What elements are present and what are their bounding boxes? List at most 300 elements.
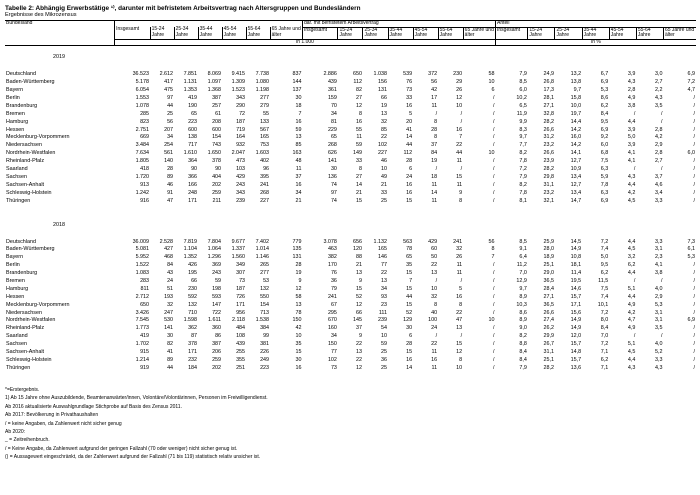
value-cell: 48 (295, 158, 302, 165)
value-cell: / (460, 118, 463, 125)
value-cell: 15,7 (570, 341, 582, 348)
value-cell: 11 (456, 181, 463, 188)
empty-cell (150, 218, 174, 228)
value-cell: 3,0 (654, 71, 663, 78)
value-cell: 36 (330, 277, 337, 284)
value-cell: 2,7 (654, 79, 663, 86)
value-cell: 743 (212, 142, 222, 149)
value-cell: 36.009 (132, 238, 150, 245)
value-cell: 81 (330, 118, 337, 125)
value-cell: 131 (292, 254, 302, 261)
value-cell: 268 (327, 142, 337, 149)
value-cell: 1.064 (207, 246, 222, 253)
value-cell: 8.069 (207, 71, 222, 78)
value-cell: / (493, 181, 495, 188)
value-cell: 1.523 (231, 87, 246, 94)
value-cell: 66 (191, 277, 198, 284)
value-cell: 3,3 (654, 197, 663, 204)
table-row (5, 141, 696, 149)
year-row (5, 218, 696, 228)
value-cell: 90 (215, 166, 222, 173)
value-cell: 112 (403, 150, 413, 157)
state-name: Berlin (6, 95, 20, 102)
value-cell: 669 (140, 134, 150, 141)
footnote-line: 1) Ab 15 Jahre ohne Auszubildende, Beamtenanwärter/innen, Volontäre/Volontärinnen, Personen im Freiwilligendienst. (5, 395, 268, 402)
value-cell: 14,1 (570, 150, 582, 157)
value-cell: 11,5 (598, 277, 609, 284)
value-cell: 14 (406, 134, 413, 141)
value-cell: / (693, 309, 695, 316)
value-cell: 154 (260, 301, 270, 308)
value-cell: 141 (164, 325, 174, 332)
value-cell: 1.014 (255, 246, 270, 253)
value-cell: 103 (236, 166, 246, 173)
value-cell: 77 (330, 348, 337, 355)
value-cell: 670 (327, 317, 337, 324)
value-cell: 626 (327, 150, 337, 157)
value-cell: 73 (406, 87, 413, 94)
state-name: Niedersachsen (6, 309, 42, 316)
state-name: Hessen (6, 293, 25, 300)
value-cell: 387 (212, 95, 222, 102)
value-cell: 13,6 (570, 364, 582, 371)
value-cell: 25,1 (543, 356, 554, 363)
value-cell: 7.738 (255, 71, 270, 78)
value-cell: 23 (381, 301, 388, 308)
state-name: Baden-Württemberg (6, 246, 55, 253)
value-cell: 11 (431, 102, 438, 109)
value-cell: 9,7 (519, 134, 527, 141)
value-cell: / (693, 341, 695, 348)
value-cell: 25 (381, 348, 388, 355)
value-cell: 129 (403, 317, 413, 324)
value-cell: 36 (381, 356, 388, 363)
value-cell: 290 (236, 102, 246, 109)
value-cell: 372 (428, 71, 438, 78)
value-cell: 7,8 (600, 181, 609, 188)
value-cell: 2,9 (654, 293, 663, 300)
value-cell: 26 (456, 254, 463, 261)
header-age-col: 45-54 Jahre (222, 27, 246, 39)
value-cell: 23,2 (543, 142, 554, 149)
value-cell: 484 (236, 325, 246, 332)
value-cell: 239 (378, 317, 388, 324)
value-cell: 70 (330, 102, 337, 109)
value-cell: 12 (456, 348, 463, 355)
header-age-col: 45-54 Jahre (413, 27, 438, 39)
value-cell: 30 (295, 356, 302, 363)
value-cell: 239 (236, 197, 246, 204)
table-row (5, 101, 696, 109)
value-cell: 13 (295, 301, 302, 308)
value-cell: 50 (431, 254, 438, 261)
value-cell: 4,4 (627, 293, 636, 300)
empty-cell (222, 218, 246, 228)
state-name: Deutschland (6, 71, 36, 78)
value-cell: 27,1 (543, 293, 554, 300)
value-cell: / (693, 348, 695, 355)
table-row (5, 180, 696, 188)
value-cell: / (493, 102, 495, 109)
value-cell: 343 (236, 189, 246, 196)
value-cell: 6.054 (135, 87, 150, 94)
value-cell: 6 (409, 166, 413, 173)
value-cell: 26,6 (543, 309, 554, 316)
value-cell: 28,4 (543, 285, 554, 292)
state-name: Thüringen (6, 197, 31, 204)
table-row (5, 292, 696, 300)
value-cell: / (633, 166, 636, 173)
value-cell: 656 (352, 238, 362, 245)
value-cell: 12,9 (516, 277, 527, 284)
value-cell: 15,7 (570, 293, 582, 300)
value-cell: 8,2 (519, 150, 527, 157)
value-cell: 33 (355, 158, 362, 165)
value-cell: 12 (295, 285, 302, 292)
value-cell: 2,9 (654, 142, 663, 149)
value-cell: 25 (381, 197, 388, 204)
empty-cell (496, 51, 528, 61)
value-cell: 208 (212, 118, 222, 125)
value-cell: 165 (260, 134, 270, 141)
value-cell: 362 (188, 325, 198, 332)
value-cell: 44 (456, 150, 463, 157)
value-cell: 1.214 (135, 356, 150, 363)
value-cell: 9,9 (519, 118, 527, 125)
value-cell: 4,3 (627, 79, 636, 86)
value-cell: 22 (355, 356, 362, 363)
value-cell: 100 (428, 317, 438, 324)
value-cell: 13 (355, 348, 362, 355)
value-cell: 27 (355, 173, 362, 180)
value-cell: 22 (431, 262, 438, 269)
value-cell: 4,5 (627, 246, 636, 253)
state-name: Deutschland (6, 238, 36, 245)
value-cell: 1.198 (255, 87, 270, 94)
value-cell: 89 (167, 173, 174, 180)
value-cell: 195 (188, 270, 198, 277)
value-cell: 7,2 (600, 238, 609, 245)
value-cell: 10 (456, 364, 463, 371)
value-cell: 7,1 (600, 364, 609, 371)
value-cell: 171 (236, 301, 246, 308)
value-cell: 259 (212, 189, 222, 196)
value-cell: / (693, 262, 695, 269)
value-cell: 4,4 (627, 356, 636, 363)
value-cell: 22 (381, 270, 388, 277)
value-cell: 10 (381, 166, 388, 173)
value-cell: 36,5 (543, 277, 554, 284)
value-cell: 4,4 (627, 181, 636, 188)
value-cell: 2.612 (159, 71, 174, 78)
value-cell: 3.078 (323, 238, 337, 245)
footnote-line: / = Keine Angabe, da Zahlenwert aufgrund der geringen Fallzahl (70 oder weniger) nicht sicher genug ist. (5, 445, 238, 452)
value-cell: 23,9 (543, 158, 554, 165)
value-cell: 3,1 (654, 246, 663, 253)
value-cell: 145 (352, 317, 362, 324)
value-cell: 1.104 (183, 246, 198, 253)
value-cell: 7,9 (519, 364, 527, 371)
value-cell: / (660, 333, 663, 340)
value-cell: / (660, 277, 663, 284)
value-cell: 16 (431, 356, 438, 363)
value-cell: 10 (456, 102, 463, 109)
value-cell: 916 (140, 197, 150, 204)
value-cell: 8,4 (600, 110, 609, 117)
table-row (5, 196, 696, 204)
value-cell: / (460, 166, 463, 173)
value-cell: 1.650 (207, 150, 222, 157)
value-cell: 30 (406, 325, 413, 332)
value-cell: 8,2 (519, 181, 527, 188)
value-cell: 26,6 (543, 126, 554, 133)
value-cell: 72 (239, 110, 246, 117)
value-cell: / (493, 197, 495, 204)
value-cell: 364 (188, 158, 198, 165)
value-cell: 52 (355, 293, 362, 300)
value-cell: 10 (381, 333, 388, 340)
state-name: Brandenburg (6, 102, 38, 109)
value-cell: 1.296 (207, 254, 222, 261)
value-cell: 279 (260, 102, 270, 109)
header-age-col: 25-34 Jahre (555, 27, 582, 39)
value-cell: 108 (236, 333, 246, 340)
value-cell: 4,2 (627, 189, 636, 196)
value-cell: 65 (191, 110, 198, 117)
value-cell: 7,5 (600, 285, 609, 292)
table-row (5, 94, 696, 102)
value-cell: 530 (164, 317, 174, 324)
value-cell: 15 (406, 270, 413, 277)
value-cell: 8 (491, 246, 495, 253)
value-cell: 11 (456, 158, 463, 165)
value-cell: 154 (212, 134, 222, 141)
empty-cell (246, 218, 270, 228)
value-cell: 4,3 (654, 364, 663, 371)
value-cell: 37 (431, 142, 438, 149)
value-cell: 475 (164, 87, 174, 94)
value-cell: 9,5 (600, 118, 609, 125)
empty-cell (663, 218, 696, 228)
value-cell: 2.886 (323, 71, 337, 78)
value-cell: 2,8 (627, 87, 636, 94)
value-cell: 2,8 (654, 126, 663, 133)
value-cell: 710 (188, 309, 198, 316)
value-cell: 44 (167, 364, 174, 371)
table-row (5, 70, 696, 78)
value-cell: 343 (236, 95, 246, 102)
value-cell: 12,0 (570, 333, 582, 340)
value-cell: 439 (327, 79, 337, 86)
value-cell: 51 (167, 285, 174, 292)
value-cell: 30 (167, 333, 174, 340)
value-cell: 14,2 (570, 142, 582, 149)
value-cell: 11 (295, 166, 302, 173)
value-cell: 7.819 (183, 238, 198, 245)
header-age-col: 35-44 Jahre (388, 27, 413, 39)
value-cell: 11 (456, 262, 463, 269)
footnote-line: Ab 2017: Bevölkerung in Privathaushalten (5, 412, 99, 419)
value-cell: 47 (456, 317, 463, 324)
header-age-col: 55-64 Jahre (636, 27, 663, 39)
value-cell: 17 (431, 95, 438, 102)
value-cell: 77 (381, 262, 388, 269)
value-cell: 19 (431, 158, 438, 165)
value-cell: 6,7 (600, 71, 609, 78)
value-cell: / (493, 277, 495, 284)
value-cell: 37 (295, 173, 302, 180)
value-cell: 7 (459, 134, 463, 141)
value-cell: 1.038 (373, 71, 388, 78)
value-cell: 56 (167, 118, 174, 125)
value-cell: 11,9 (516, 110, 527, 117)
value-cell: 5,3 (687, 254, 695, 261)
value-cell: 223 (260, 364, 270, 371)
year-label: 2019 (53, 54, 65, 61)
value-cell: 76 (330, 270, 337, 277)
value-cell: 283 (140, 277, 150, 284)
value-cell: 4,2 (627, 309, 636, 316)
empty-cell (496, 218, 528, 228)
header-age-col: 35-44 Jahre (582, 27, 609, 39)
value-cell: 79 (330, 285, 337, 292)
value-cell: 19,7 (570, 110, 582, 117)
value-cell: 7,2 (519, 166, 527, 173)
value-cell: 15 (456, 173, 463, 180)
value-cell: 55 (263, 110, 270, 117)
value-cell: / (633, 277, 636, 284)
value-cell: 229 (327, 126, 337, 133)
value-cell: 26,2 (543, 325, 554, 332)
value-cell: / (493, 134, 495, 141)
value-cell: 27,4 (543, 317, 554, 324)
value-cell: 65 (330, 134, 337, 141)
value-cell: 10 (295, 333, 302, 340)
value-cell: 726 (236, 293, 246, 300)
value-cell: 28,2 (543, 364, 554, 371)
value-cell: 3,5 (654, 102, 663, 109)
value-cell: 44 (406, 293, 413, 300)
value-cell: 5.178 (135, 79, 150, 86)
value-cell: 243 (236, 181, 246, 188)
spacer-row (5, 61, 696, 70)
value-cell: 7,8 (519, 158, 527, 165)
value-cell: 211 (212, 197, 222, 204)
value-cell: 16 (295, 364, 302, 371)
table-title: Tabelle 2: Abhängig Erwerbstätige ¹⁾, darunter mit befristetem Arbeitsvertrag nach Altersgruppen und Bundesländern (5, 5, 361, 12)
value-cell: 34 (330, 110, 337, 117)
header-age-col: 15-24 Jahre (528, 27, 555, 39)
value-cell: 779 (292, 238, 302, 245)
value-cell: 4,1 (627, 158, 636, 165)
value-cell: 6,1 (687, 246, 695, 253)
value-cell: 40 (431, 309, 438, 316)
value-cell: 84 (167, 262, 174, 269)
value-cell: 255 (236, 348, 246, 355)
header-anteil: Anteil (496, 21, 696, 28)
value-cell: 9 (459, 189, 463, 196)
value-cell: 10,9 (570, 166, 582, 173)
table-row (5, 109, 696, 117)
value-cell: 28,0 (543, 246, 554, 253)
value-cell: 243 (212, 270, 222, 277)
value-cell: 170 (327, 262, 337, 269)
header-insgesamt: Insgesamt (302, 27, 337, 39)
value-cell: 140 (164, 158, 174, 165)
value-cell: 33 (406, 95, 413, 102)
value-cell: 18,1 (570, 262, 582, 269)
value-cell: 44 (167, 102, 174, 109)
value-cell: 198 (212, 285, 222, 292)
value-cell: / (435, 277, 438, 284)
state-name: Brandenburg (6, 270, 38, 277)
header-age-col: 35-44 Jahre (198, 27, 222, 39)
value-cell: / (693, 142, 695, 149)
value-cell: / (435, 166, 438, 173)
value-cell: 14,6 (570, 285, 582, 292)
value-cell: 97 (167, 95, 174, 102)
value-cell: / (693, 197, 695, 204)
value-cell: 1.078 (135, 102, 150, 109)
value-cell: 1.610 (183, 150, 198, 157)
value-cell: 160 (327, 325, 337, 332)
value-cell: 395 (260, 173, 270, 180)
header-age-col: 25-34 Jahre (174, 27, 198, 39)
value-cell: 6,9 (600, 197, 609, 204)
value-cell: 59 (295, 126, 302, 133)
value-cell: 7,4 (600, 246, 609, 253)
state-name: Schleswig-Holstein (6, 189, 52, 196)
value-cell: 59 (355, 142, 362, 149)
value-cell: 16 (456, 126, 463, 133)
value-cell: / (693, 285, 695, 292)
value-cell: 6,0 (687, 150, 695, 157)
value-cell: 3,9 (627, 142, 636, 149)
value-cell: / (693, 134, 695, 141)
value-cell: 171 (188, 197, 198, 204)
value-cell: 1.337 (231, 246, 246, 253)
value-cell: / (493, 348, 495, 355)
value-cell: 156 (378, 79, 388, 86)
value-cell: 4,9 (627, 95, 636, 102)
value-cell: 6,2 (600, 102, 609, 109)
state-name: Saarland (6, 333, 28, 340)
value-cell: 13,4 (570, 189, 582, 196)
value-cell: 230 (188, 285, 198, 292)
state-name: Sachsen (6, 341, 27, 348)
value-cell: 150 (327, 341, 337, 348)
value-cell: 66 (381, 95, 388, 102)
empty-cell (555, 51, 582, 61)
value-cell: 593 (212, 293, 222, 300)
state-name: Baden-Württemberg (6, 79, 55, 86)
value-cell: 5,1 (627, 341, 636, 348)
value-cell: 361 (327, 87, 337, 94)
value-cell: 74 (330, 197, 337, 204)
value-cell: 74 (330, 181, 337, 188)
value-cell: 61 (215, 110, 222, 117)
state-name: Sachsen (6, 173, 27, 180)
value-cell: 4,6 (654, 181, 663, 188)
value-cell: 19,5 (570, 277, 582, 284)
value-cell: / (693, 126, 695, 133)
value-cell: 277 (260, 95, 270, 102)
value-cell: 131 (378, 87, 388, 94)
value-cell: 120 (352, 246, 362, 253)
value-cell: 32 (381, 118, 388, 125)
value-cell: 82 (167, 341, 174, 348)
value-cell: 87 (191, 333, 198, 340)
